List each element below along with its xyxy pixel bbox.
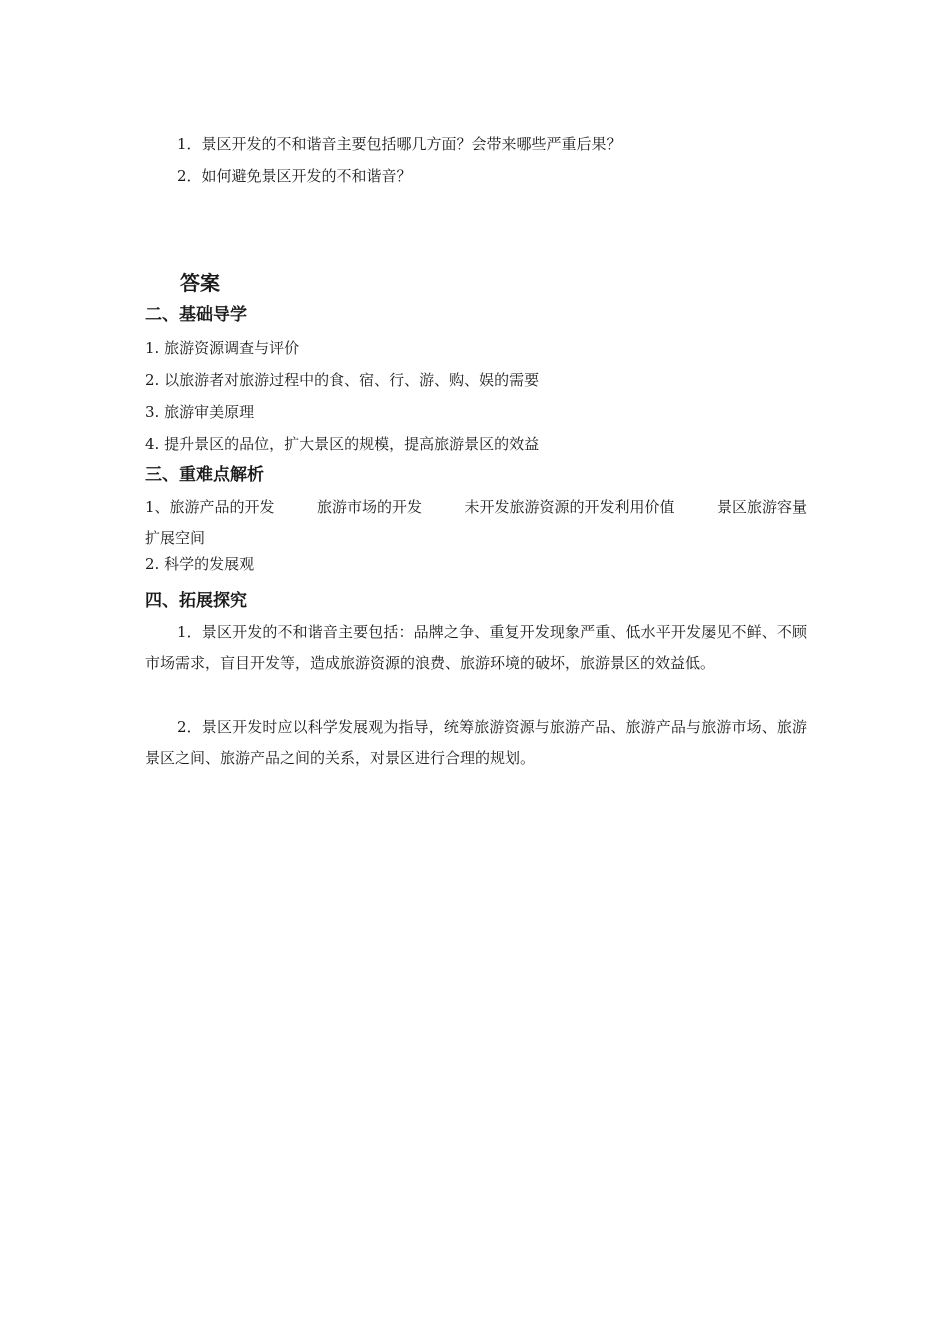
question-1: 1．景区开发的不和谐音主要包括哪几方面？会带来哪些严重后果？	[177, 135, 622, 153]
extension-paragraph-1: 1．景区开发的不和谐音主要包括：品牌之争、重复开发现象严重、低水平开发屡见不鲜、不顾市场需求，盲目开发等，造成旅游资源的浪费、旅游环境的破坏，旅游景区的效益低。	[145, 623, 807, 672]
section-heading-basics: 二、基础导学	[145, 305, 247, 325]
basics-item-2: 2. 以旅游者对旅游过程中的食、宿、行、游、购、娱的需要	[145, 371, 540, 389]
key-point-1-part-2: 旅游市场的开发	[317, 498, 423, 516]
extension-paragraph-2: 2．景区开发时应以科学发展观为指导，统筹旅游资源与旅游产品、旅游产品与旅游市场、旅游景区之间、旅游产品之间的关系，对景区进行合理的规划。	[145, 718, 807, 767]
section-heading-key-points: 三、重难点解析	[145, 465, 264, 485]
key-point-1-continued: 扩展空间	[145, 529, 206, 547]
key-point-1	[145, 497, 807, 517]
section-heading-extension: 四、拓展探究	[145, 591, 247, 611]
key-point-1-part-1: 1、旅游产品的开发	[145, 498, 275, 516]
basics-item-1: 1. 旅游资源调查与评价	[145, 339, 300, 357]
answer-title: 答案	[180, 271, 220, 295]
basics-item-3: 3. 旅游审美原理	[145, 403, 255, 421]
key-point-1-part-4: 景区旅游容量	[716, 498, 807, 516]
basics-item-4: 4. 提升景区的品位，扩大景区的规模，提高旅游景区的效益	[145, 435, 540, 453]
key-point-2: 2. 科学的发展观	[145, 555, 255, 573]
key-point-1-part-3: 未开发旅游资源的开发利用价值	[464, 498, 675, 516]
question-2: 2．如何避免景区开发的不和谐音？	[177, 167, 412, 185]
